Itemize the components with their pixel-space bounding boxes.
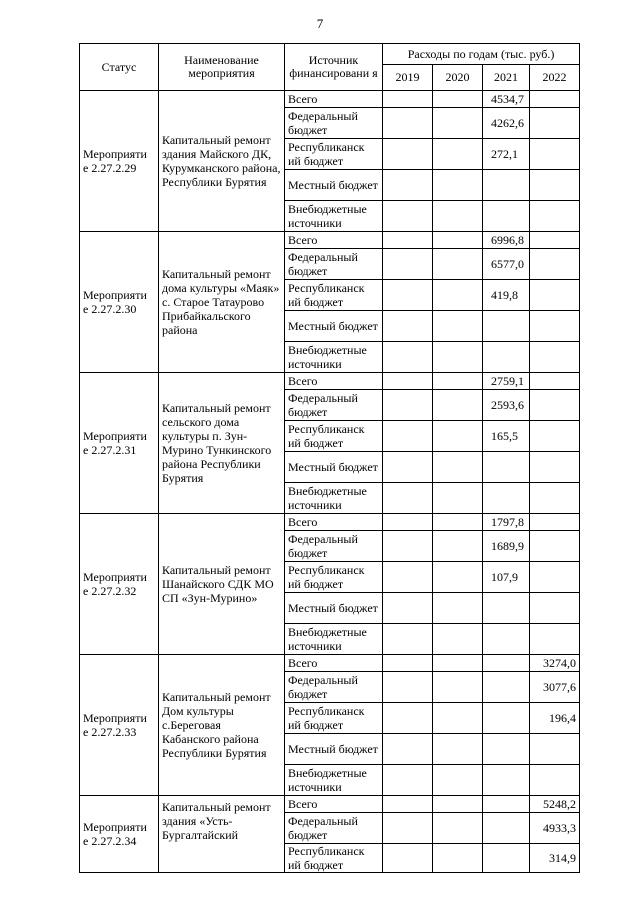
expense-value [433, 703, 483, 734]
expense-value [433, 139, 483, 170]
table-row [80, 373, 580, 390]
funding-source: Республиканск ий бюджет [285, 844, 383, 873]
expense-value [383, 390, 433, 421]
event-status: Мероприяти е 2.27.2.29 [80, 91, 159, 232]
funding-source: Внебюджетные источники [285, 765, 383, 796]
header-name: Наименование мероприятия [159, 44, 285, 91]
expense-value [483, 734, 530, 765]
event-name: Капитальный ремонт дома культуры «Маяк» с. Старое Татаурово Прибайкальского района [159, 232, 285, 373]
event-status: Мероприяти е 2.27.2.34 [80, 796, 159, 873]
expense-value [433, 452, 483, 483]
expense-value [483, 342, 530, 373]
funding-source: Внебюджетные источники [285, 201, 383, 232]
expense-value [433, 531, 483, 562]
expense-value: 6996,8 [483, 232, 530, 249]
expense-value [530, 390, 580, 421]
expense-value [383, 734, 433, 765]
expense-value [383, 562, 433, 593]
expense-value [530, 562, 580, 593]
expense-value [530, 593, 580, 624]
expense-value [383, 280, 433, 311]
expense-value [530, 280, 580, 311]
expense-value [483, 796, 530, 813]
event-name: Капитальный ремонт сельского дома культуры п. Зун-Мурино Тункинского района Республики Бурятия [159, 373, 285, 514]
expense-value [433, 232, 483, 249]
expense-value [530, 139, 580, 170]
expense-value [433, 280, 483, 311]
expense-value [530, 421, 580, 452]
expense-value [383, 483, 433, 514]
header-year: 2021 [483, 65, 530, 91]
expense-value [530, 170, 580, 201]
funding-source: Федеральный бюджет [285, 249, 383, 280]
expense-value [530, 373, 580, 390]
expense-value [383, 672, 433, 703]
expense-value [483, 844, 530, 873]
expense-value [433, 108, 483, 139]
expense-value [530, 311, 580, 342]
funding-source: Федеральный бюджет [285, 672, 383, 703]
table-row [80, 655, 580, 672]
event-status: Мероприяти е 2.27.2.30 [80, 232, 159, 373]
funding-source: Республиканск ий бюджет [285, 562, 383, 593]
expense-value: 1797,8 [483, 514, 530, 531]
expense-value [383, 703, 433, 734]
event-status: Мероприяти е 2.27.2.33 [80, 655, 159, 796]
expense-value [433, 373, 483, 390]
expense-value [383, 514, 433, 531]
expense-value: 165,5 [483, 421, 530, 452]
expense-value [433, 813, 483, 844]
expense-value [383, 139, 433, 170]
funding-source: Внебюджетные источники [285, 483, 383, 514]
expense-value [383, 593, 433, 624]
expense-value [483, 655, 530, 672]
expense-value [433, 514, 483, 531]
header-status: Статус [80, 44, 159, 91]
funding-source: Федеральный бюджет [285, 390, 383, 421]
funding-source: Всего [285, 514, 383, 531]
header-expenses: Расходы по годам (тыс. руб.) [383, 44, 580, 65]
header-source: Источник финансировани я [285, 44, 383, 91]
funding-source: Внебюджетные источники [285, 624, 383, 655]
expense-value [530, 232, 580, 249]
expense-value [483, 703, 530, 734]
expense-value [530, 765, 580, 796]
expense-value [383, 342, 433, 373]
expense-value [383, 232, 433, 249]
event-name: Капитальный ремонт здания «Усть-Бургалтайский [159, 796, 285, 873]
expense-value: 272,1 [483, 139, 530, 170]
funding-source: Республиканск ий бюджет [285, 139, 383, 170]
event-status: Мероприяти е 2.27.2.32 [80, 514, 159, 655]
expense-value [483, 452, 530, 483]
expenses-table [79, 43, 580, 873]
expense-value [433, 562, 483, 593]
expense-value: 6577,0 [483, 249, 530, 280]
funding-source: Федеральный бюджет [285, 531, 383, 562]
expense-value [530, 531, 580, 562]
expense-value [433, 796, 483, 813]
event-status: Мероприяти е 2.27.2.31 [80, 373, 159, 514]
expense-value [483, 624, 530, 655]
expense-value: 107,9 [483, 562, 530, 593]
expense-value [483, 813, 530, 844]
expense-value [383, 655, 433, 672]
expense-value [383, 249, 433, 280]
expense-value [530, 249, 580, 280]
expense-value [433, 624, 483, 655]
expense-value: 3274,0 [530, 655, 580, 672]
expense-value [483, 170, 530, 201]
expense-value: 2759,1 [483, 373, 530, 390]
header-year: 2022 [530, 65, 580, 91]
expense-value [483, 593, 530, 624]
expense-value [383, 531, 433, 562]
expense-value [530, 91, 580, 108]
expense-value [383, 421, 433, 452]
expense-value [483, 201, 530, 232]
table-row [80, 514, 580, 531]
expense-value [433, 201, 483, 232]
header-year: 2019 [383, 65, 433, 91]
expense-value [530, 514, 580, 531]
expense-value [433, 421, 483, 452]
expense-value: 4933,3 [530, 813, 580, 844]
expense-value [433, 311, 483, 342]
funding-source: Местный бюджет [285, 170, 383, 201]
expense-value [433, 483, 483, 514]
expense-value [433, 672, 483, 703]
expense-value [483, 765, 530, 796]
funding-source: Федеральный бюджет [285, 108, 383, 139]
expense-value [433, 734, 483, 765]
table-row [80, 91, 580, 108]
expense-value [433, 593, 483, 624]
expense-value [383, 108, 433, 139]
expense-value [383, 373, 433, 390]
expense-value [383, 765, 433, 796]
event-name: Капитальный ремонт Дом культуры с.Береговая Кабанского района Республики Бурятия [159, 655, 285, 796]
expense-value: 1689,9 [483, 531, 530, 562]
expense-value [483, 311, 530, 342]
funding-source: Всего [285, 655, 383, 672]
expense-value [383, 170, 433, 201]
expense-value [530, 734, 580, 765]
expense-value [433, 765, 483, 796]
expense-value: 2593,6 [483, 390, 530, 421]
expense-value [383, 624, 433, 655]
funding-source: Республиканск ий бюджет [285, 703, 383, 734]
table-row [80, 796, 580, 813]
funding-source: Республиканск ий бюджет [285, 421, 383, 452]
expense-value: 5248,2 [530, 796, 580, 813]
funding-source: Всего [285, 796, 383, 813]
expense-value [530, 108, 580, 139]
expense-value [383, 844, 433, 873]
expense-value [383, 201, 433, 232]
expense-value [433, 342, 483, 373]
funding-source: Местный бюджет [285, 593, 383, 624]
funding-source: Федеральный бюджет [285, 813, 383, 844]
expense-value [530, 342, 580, 373]
expense-value [433, 91, 483, 108]
expense-value: 314,9 [530, 844, 580, 873]
expense-value [483, 483, 530, 514]
expense-value [383, 311, 433, 342]
funding-source: Внебюджетные источники [285, 342, 383, 373]
table-body [80, 91, 580, 873]
funding-source: Местный бюджет [285, 734, 383, 765]
expense-value [383, 91, 433, 108]
expense-value [433, 655, 483, 672]
header-year: 2020 [433, 65, 483, 91]
funding-source: Всего [285, 373, 383, 390]
event-name: Капитальный ремонт здания Майского ДК, Курумканского района, Республики Бурятия [159, 91, 285, 232]
expense-value: 4262,6 [483, 108, 530, 139]
table-row [80, 232, 580, 249]
page-number: 7 [316, 16, 324, 31]
funding-source: Местный бюджет [285, 311, 383, 342]
funding-source: Всего [285, 91, 383, 108]
expense-value [530, 624, 580, 655]
expense-value [433, 170, 483, 201]
expense-value [530, 452, 580, 483]
expense-value [530, 201, 580, 232]
expense-value [433, 390, 483, 421]
funding-source: Всего [285, 232, 383, 249]
expense-value [433, 844, 483, 873]
expense-value [383, 796, 433, 813]
expense-value: 419,8 [483, 280, 530, 311]
expense-value [433, 249, 483, 280]
expense-value [483, 672, 530, 703]
expense-value: 4534,7 [483, 91, 530, 108]
expense-value [383, 452, 433, 483]
funding-source: Республиканск ий бюджет [285, 280, 383, 311]
expense-value: 3077,6 [530, 672, 580, 703]
expense-value [383, 813, 433, 844]
expense-value [530, 483, 580, 514]
funding-source: Местный бюджет [285, 452, 383, 483]
event-name: Капитальный ремонт Шанайского СДК МО СП «Зун-Мурино» [159, 514, 285, 655]
expense-value: 196,4 [530, 703, 580, 734]
